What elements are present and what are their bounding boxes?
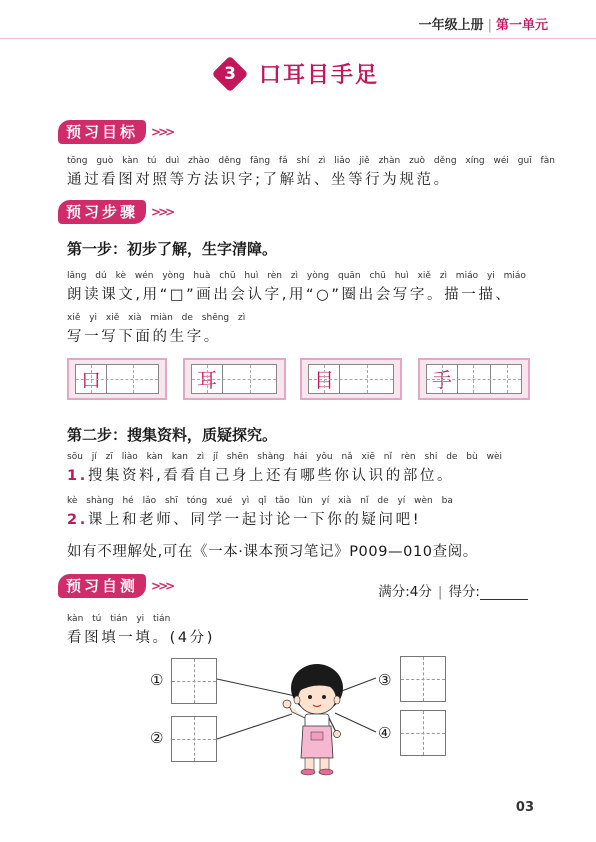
page-number: 03 <box>515 800 534 815</box>
test-instruction: 看图填一填。(4分) <box>67 630 216 646</box>
header-grade: 一年级上册 <box>418 18 484 33</box>
writing-char: 手 <box>432 368 452 392</box>
lesson-title-text: 口耳目手足 <box>258 63 379 88</box>
girl-illustration <box>0 640 596 780</box>
pocket <box>311 732 323 740</box>
writing-char: 目 <box>314 368 334 392</box>
chevron-right-icon: >>> <box>151 205 173 219</box>
step1-text-1: 朗读课文,用“□”画出会认字,用“○”圈出会写字。描一描、 <box>67 287 513 303</box>
header-divider: | <box>487 18 492 33</box>
right-shoe <box>319 769 333 775</box>
step1-pinyin-2: xiě yi xiě xià miàn de shēng zì <box>67 313 246 323</box>
test-pinyin: kàn tú tián yi tián <box>67 614 171 624</box>
writing-grid[interactable] <box>308 364 394 394</box>
right-ear <box>334 696 340 704</box>
section-test-heading <box>58 574 172 600</box>
step2-item2 <box>67 508 421 529</box>
goal-text: 通过看图对照等方法识字;了解站、坐等行为规范。 <box>67 172 451 188</box>
label-4: ④ <box>378 724 392 742</box>
score-label: 得分: <box>448 584 480 600</box>
section-test-label: 预习自测 <box>58 574 146 598</box>
step2-title: 第二步：搜集资料，质疑探究。 <box>67 426 278 444</box>
step1-title: 第一步：初步了解，生字清障。 <box>67 240 278 258</box>
writing-card <box>183 358 286 400</box>
pointer-line-4 <box>335 713 376 732</box>
label-1: ① <box>150 671 164 689</box>
left-ear <box>294 696 300 704</box>
right-hand <box>334 731 341 738</box>
left-shoe <box>301 769 315 775</box>
step2-item2-pinyin: kè shàng hé lǎo shī tóng xué yì qǐ tǎo lùn yí xià nǐ de yí wèn ba <box>67 496 453 506</box>
chevron-right-icon: >>> <box>151 125 173 139</box>
step1-pinyin-1: lǎng dú kè wén yòng huà chū huì rèn zì yòng quān chū huì xiě zì miáo yi miáo <box>67 271 526 281</box>
writing-card <box>418 358 530 400</box>
step2-item2-number: 2. <box>67 512 88 528</box>
step2-item1-pinyin: sōu jí zī liào kàn kan zì jǐ shēn shàng hái yǒu nǎ xiē nǐ rèn shi de bù wèi <box>67 452 502 462</box>
step2-note: 如有不理解处,可在《一本·课本预习笔记》P009—010查阅。 <box>67 544 478 560</box>
step2-item1-text: 搜集资料,看看自己身上还有哪些你认识的部位。 <box>87 468 455 484</box>
step2-item1-number: 1. <box>67 468 88 484</box>
lesson-number: 3 <box>224 63 236 84</box>
page-header <box>419 14 548 33</box>
left-leg <box>305 758 314 770</box>
step2-item2-text: 课上和老师、同学一起讨论一下你的疑问吧! <box>87 512 422 528</box>
label-3: ③ <box>378 671 392 689</box>
lesson-title <box>0 58 596 94</box>
goal-pinyin: tōng guò kàn tú duì zhào děng fāng fǎ shí zì liǎo jiě zhàn zuò děng xíng wéi guī fàn <box>67 156 555 166</box>
label-2: ② <box>150 729 164 747</box>
writing-card <box>67 358 167 400</box>
score-blank[interactable] <box>480 599 528 600</box>
left-eye <box>308 695 312 699</box>
right-eye <box>322 695 326 699</box>
pointer-line-1 <box>217 679 300 697</box>
score-divider: | <box>437 584 443 600</box>
writing-char: 口 <box>81 368 101 392</box>
right-leg <box>320 758 329 770</box>
section-steps-label: 预习步骤 <box>58 200 146 224</box>
header-unit: 第一单元 <box>495 18 548 33</box>
step1-text-2: 写一写下面的生字。 <box>67 329 221 345</box>
step2-item1 <box>67 464 454 485</box>
overalls <box>301 726 333 758</box>
writing-card <box>300 358 402 400</box>
section-goal-label: 预习目标 <box>58 120 146 144</box>
writing-grid[interactable] <box>426 364 522 394</box>
header-rule <box>0 38 596 39</box>
section-goal-heading <box>58 120 172 146</box>
writing-grid[interactable] <box>191 364 277 394</box>
section-steps-heading <box>58 200 172 226</box>
pointer-line-2 <box>217 714 292 739</box>
writing-char: 耳 <box>197 368 217 392</box>
full-score: 满分:4分 <box>378 584 432 600</box>
lesson-number-badge <box>212 55 249 92</box>
writing-grid[interactable] <box>75 364 159 394</box>
score-line <box>378 580 528 600</box>
left-hand <box>283 700 291 708</box>
chevron-right-icon: >>> <box>151 579 173 593</box>
